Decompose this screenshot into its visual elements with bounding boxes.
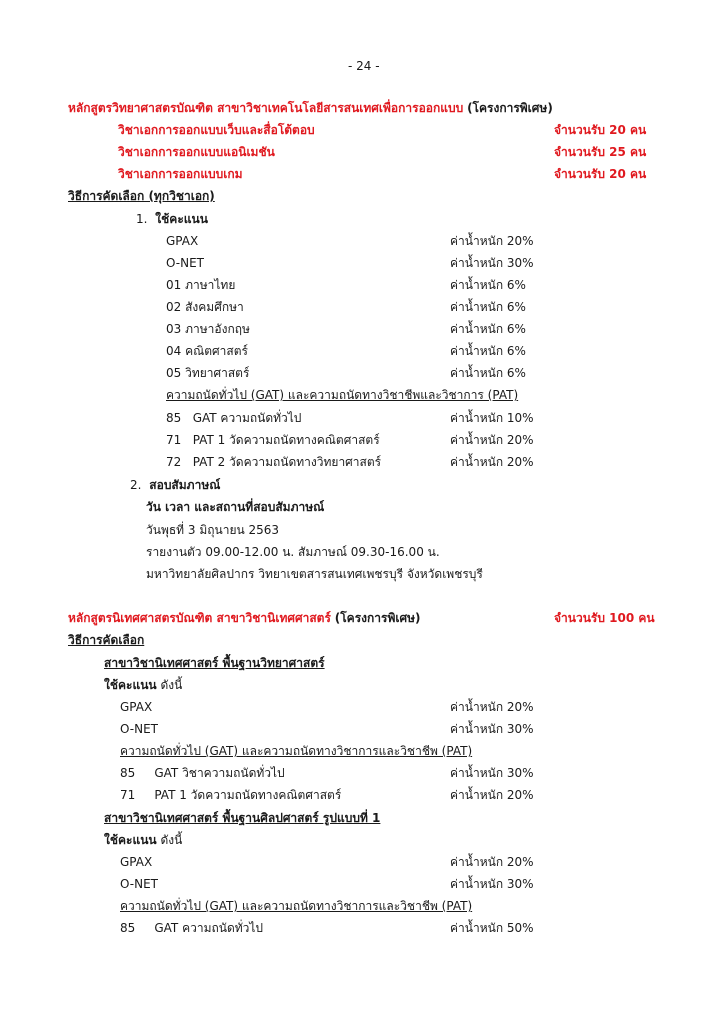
program1-step2 — [130, 477, 220, 493]
program2-title — [68, 610, 420, 626]
gat-pat-item-name: 85 GAT ความถนัดทั่วไป — [166, 411, 302, 425]
program1-step1 — [136, 211, 208, 227]
gat-pat-item-name: 71 PAT 1 วัดความถนัดทางคณิตศาสตร์ — [166, 433, 380, 447]
gat-pat-heading: ความถนัดทั่วไป (GAT) และความถนัดทางวิชาการและวิชาชีพ (PAT) — [120, 744, 473, 758]
score-item-name: GPAX — [166, 234, 199, 248]
gat-pat-item-name: 85 GAT วิชาความถนัดทั่วไป — [120, 766, 285, 780]
program1-major-quota: จำนวนรับ 25 คน — [554, 145, 647, 159]
use-scores-suffix: ดังนี้ — [160, 678, 183, 692]
track2-heading: สาขาวิชานิเทศศาสตร์ พื้นฐานศิลปศาสตร์ รูปแบบที่ 1 — [104, 811, 381, 825]
score-item-weight: ค่าน้ำหนัก 30% — [450, 722, 534, 736]
program1-title-suffix: (โครงการพิเศษ) — [467, 101, 553, 115]
score-item-name: GPAX — [120, 855, 153, 869]
track1-heading: สาขาวิชานิเทศศาสตร์ พื้นฐานวิทยาศาสตร์ — [104, 656, 325, 670]
score-item-name: 02 สังคมศึกษา — [166, 300, 244, 314]
score-item-name: 05 วิทยาศาสตร์ — [166, 366, 250, 380]
program1-major-name: วิชาเอกการออกแบบเกม — [118, 167, 243, 181]
score-item-weight: ค่าน้ำหนัก 20% — [450, 855, 534, 869]
program1-title — [68, 100, 553, 116]
gat-pat-heading: ความถนัดทั่วไป (GAT) และความถนัดทางวิชาการและวิชาชีพ (PAT) — [120, 899, 473, 913]
program1-major-quota: จำนวนรับ 20 คน — [554, 123, 647, 137]
step-label: สอบสัมภาษณ์ — [149, 478, 221, 492]
program1-major-quota: จำนวนรับ 20 คน — [554, 167, 647, 181]
score-item-weight: ค่าน้ำหนัก 6% — [450, 278, 526, 292]
score-item-name: O-NET — [166, 256, 204, 270]
program2-selection-heading: วิธีการคัดเลือก — [68, 633, 145, 647]
score-item-name: 01 ภาษาไทย — [166, 278, 236, 292]
gat-pat-item-weight: ค่าน้ำหนัก 50% — [450, 921, 534, 935]
program2-title-suffix: (โครงการพิเศษ) — [334, 611, 421, 625]
score-item-name: 04 คณิตศาสตร์ — [166, 344, 248, 358]
use-scores-suffix: ดังนี้ — [160, 833, 183, 847]
interview-heading: วัน เวลา และสถานที่สอบสัมภาษณ์ — [146, 500, 325, 514]
gat-pat-item-weight: ค่าน้ำหนัก 30% — [450, 766, 534, 780]
track1-use-scores — [104, 677, 182, 693]
gat-pat-item-weight: ค่าน้ำหนัก 10% — [450, 411, 534, 425]
program1-major-name: วิชาเอกการออกแบบแอนิเมชัน — [118, 145, 275, 159]
score-item-weight: ค่าน้ำหนัก 20% — [450, 234, 534, 248]
score-item-name: GPAX — [120, 700, 153, 714]
gat-pat-item-name: 71 PAT 1 วัดความถนัดทางคณิตศาสตร์ — [120, 788, 342, 802]
step-number: 1. — [136, 212, 148, 226]
program2-title-text: หลักสูตรนิเทศศาสตรบัณฑิต สาขาวิชานิเทศศาสตร์ — [68, 611, 331, 625]
track2-use-scores — [104, 832, 182, 848]
score-item-weight: ค่าน้ำหนัก 20% — [450, 700, 534, 714]
program2-quota: จำนวนรับ 100 คน — [554, 611, 655, 625]
interview-date: วันพุธที่ 3 มิถุนายน 2563 — [146, 523, 280, 537]
score-item-weight: ค่าน้ำหนัก 6% — [450, 344, 526, 358]
program1-selection-heading: วิธีการคัดเลือก (ทุกวิชาเอก) — [68, 189, 215, 203]
program1-title-text: หลักสูตรวิทยาศาสตรบัณฑิต สาขาวิชาเทคโนโลยีสารสนเทศเพื่อการออกแบบ — [68, 101, 464, 115]
gat-pat-heading: ความถนัดทั่วไป (GAT) และความถนัดทางวิชาชีพและวิชาการ (PAT) — [166, 388, 519, 402]
gat-pat-item-name: 85 GAT ความถนัดทั่วไป — [120, 921, 264, 935]
score-item-weight: ค่าน้ำหนัก 6% — [450, 322, 526, 336]
page-number: - 24 - — [348, 59, 380, 73]
score-item-name: O-NET — [120, 722, 158, 736]
score-item-weight: ค่าน้ำหนัก 30% — [450, 877, 534, 891]
gat-pat-item-weight: ค่าน้ำหนัก 20% — [450, 455, 534, 469]
gat-pat-item-weight: ค่าน้ำหนัก 20% — [450, 788, 534, 802]
score-item-name: 03 ภาษาอังกฤษ — [166, 322, 250, 336]
interview-time: รายงานตัว 09.00-12.00 น. สัมภาษณ์ 09.30-16.00 น. — [146, 545, 440, 559]
use-scores-label: ใช้คะแนน — [104, 678, 157, 692]
use-scores-label: ใช้คะแนน — [104, 833, 157, 847]
interview-place: มหาวิทยาลัยศิลปากร วิทยาเขตสารสนเทศเพชรบุรี จังหวัดเพชรบุรี — [146, 567, 483, 581]
gat-pat-item-weight: ค่าน้ำหนัก 20% — [450, 433, 534, 447]
score-item-weight: ค่าน้ำหนัก 6% — [450, 366, 526, 380]
gat-pat-item-name: 72 PAT 2 วัดความถนัดทางวิทยาศาสตร์ — [166, 455, 382, 469]
step-label: ใช้คะแนน — [155, 212, 208, 226]
score-item-weight: ค่าน้ำหนัก 6% — [450, 300, 526, 314]
step-number: 2. — [130, 478, 142, 492]
program1-major-name: วิชาเอกการออกแบบเว็บและสื่อโต้ตอบ — [118, 123, 315, 137]
score-item-weight: ค่าน้ำหนัก 30% — [450, 256, 534, 270]
score-item-name: O-NET — [120, 877, 158, 891]
